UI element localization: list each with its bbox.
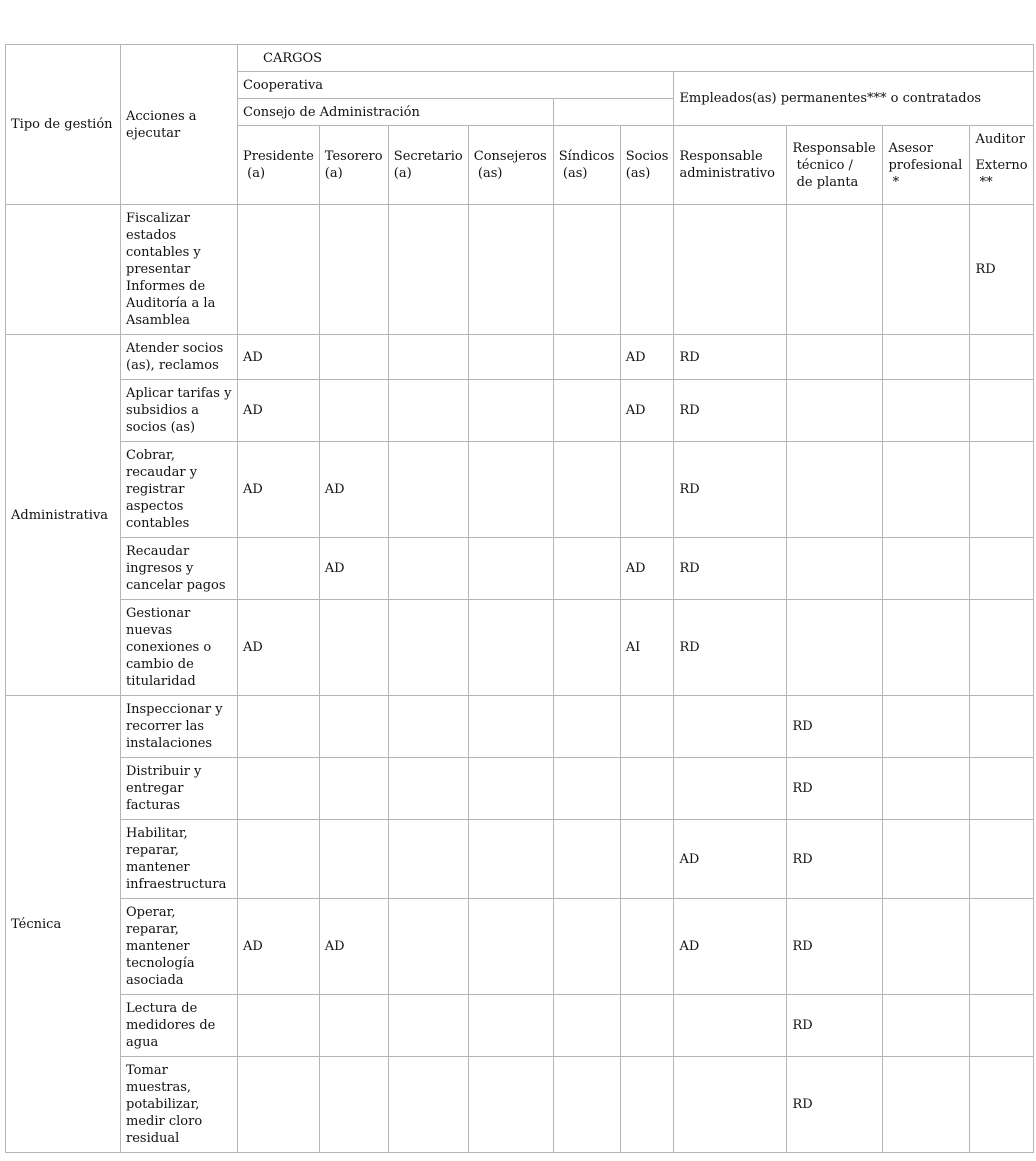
role-cell <box>553 600 620 696</box>
action-cell: Operar, reparar, mantener tecnología asociada <box>121 899 238 995</box>
header-acciones: Acciones a ejecutar <box>121 45 238 205</box>
action-cell: Inspeccionar y recorrer las instalaciones <box>121 696 238 758</box>
role-cell <box>883 600 970 696</box>
role-cell <box>674 758 787 820</box>
role-cell <box>620 820 674 899</box>
role-cell: AD <box>319 899 388 995</box>
role-cell <box>883 538 970 600</box>
role-cell <box>553 380 620 442</box>
role-cell <box>883 995 970 1057</box>
action-cell: Distribuir y entregar facturas <box>121 758 238 820</box>
role-cell <box>553 758 620 820</box>
role-cell <box>319 205 388 335</box>
header-empty <box>553 99 674 126</box>
role-cell <box>553 335 620 380</box>
action-cell: Atender socios (as), reclamos <box>121 335 238 380</box>
column-header <box>620 126 674 205</box>
column-header-line1: Presidente <box>243 149 314 164</box>
column-header-line1: Secretario <box>393 149 463 164</box>
role-cell: RD <box>787 899 883 995</box>
role-cell <box>883 696 970 758</box>
role-cell <box>553 899 620 995</box>
table-row <box>6 600 1034 696</box>
role-cell <box>468 1057 553 1153</box>
role-cell <box>674 1057 787 1153</box>
role-cell <box>319 696 388 758</box>
role-cell: RD <box>787 696 883 758</box>
role-cell <box>674 696 787 758</box>
role-cell <box>553 538 620 600</box>
header-cooperativa: Cooperativa <box>238 72 674 99</box>
role-cell <box>388 538 468 600</box>
role-cell: RD <box>674 442 787 538</box>
column-header-line2: administrativo <box>679 166 775 181</box>
role-cell <box>883 820 970 899</box>
role-cell <box>388 335 468 380</box>
role-cell <box>388 995 468 1057</box>
table-row <box>6 758 1034 820</box>
action-cell: Aplicar tarifas y subsidios a socios (as) <box>121 380 238 442</box>
role-cell <box>553 820 620 899</box>
role-cell <box>238 758 320 820</box>
column-header-line1: Responsable <box>679 149 763 164</box>
role-cell <box>468 758 553 820</box>
column-header <box>883 126 970 205</box>
role-cell <box>319 820 388 899</box>
column-header-line2: (a) <box>393 166 412 181</box>
role-cell <box>468 820 553 899</box>
role-cell: AD <box>238 442 320 538</box>
role-cell <box>970 335 1033 380</box>
role-cell: RD <box>674 600 787 696</box>
role-cell <box>620 442 674 538</box>
column-header-line1: Asesor <box>888 140 933 156</box>
role-cell <box>970 820 1033 899</box>
column-header <box>388 126 468 205</box>
role-cell <box>388 899 468 995</box>
role-cell <box>238 696 320 758</box>
role-cell <box>238 820 320 899</box>
role-cell <box>553 205 620 335</box>
column-header-line2: (as) <box>625 166 651 181</box>
action-cell: Gestionar nuevas conexiones o cambio de titularidad <box>121 600 238 696</box>
role-cell <box>468 205 553 335</box>
role-cell: AD <box>674 899 787 995</box>
role-cell <box>553 1057 620 1153</box>
role-cell: RD <box>787 820 883 899</box>
column-header-line3: ** <box>975 175 993 190</box>
action-cell: Cobrar, recaudar y registrar aspectos contables <box>121 442 238 538</box>
role-cell: AI <box>620 600 674 696</box>
role-cell <box>468 696 553 758</box>
column-header-line3: de planta <box>792 174 859 190</box>
role-cell <box>620 758 674 820</box>
column-header <box>468 126 553 205</box>
role-cell <box>468 538 553 600</box>
role-cell <box>883 899 970 995</box>
column-header-line1: Responsable <box>792 140 876 156</box>
column-header-line2: (a) <box>324 166 343 181</box>
role-cell <box>970 442 1033 538</box>
column-header-line2: (as) <box>558 166 588 181</box>
role-cell <box>319 758 388 820</box>
column-header-line2: técnico / <box>792 157 853 173</box>
column-header <box>674 126 787 205</box>
role-cell: AD <box>620 380 674 442</box>
role-cell <box>970 1057 1033 1153</box>
role-cell <box>787 205 883 335</box>
column-header-line2: (as) <box>473 166 503 181</box>
role-cell <box>468 600 553 696</box>
role-cell <box>319 1057 388 1153</box>
action-cell: Tomar muestras, potabilizar, medir cloro residual <box>121 1057 238 1153</box>
role-cell: AD <box>620 538 674 600</box>
table-row <box>6 995 1034 1057</box>
role-cell: AD <box>238 335 320 380</box>
role-cell <box>468 380 553 442</box>
column-header-line1: Consejeros <box>473 149 547 164</box>
table-row <box>6 538 1034 600</box>
role-cell <box>319 380 388 442</box>
role-cell: AD <box>319 442 388 538</box>
role-cell <box>553 696 620 758</box>
role-cell: RD <box>674 380 787 442</box>
role-cell <box>883 1057 970 1153</box>
role-cell <box>388 696 468 758</box>
role-cell <box>787 335 883 380</box>
action-cell: Recaudar ingresos y cancelar pagos <box>121 538 238 600</box>
role-cell <box>883 442 970 538</box>
table-row <box>6 442 1034 538</box>
role-cell <box>970 538 1033 600</box>
role-cell <box>787 380 883 442</box>
role-cell <box>553 995 620 1057</box>
roles-table <box>5 44 1034 1153</box>
role-cell <box>970 600 1033 696</box>
role-cell <box>620 995 674 1057</box>
column-header-line2: (a) <box>243 166 266 181</box>
column-header-line1: Auditor <box>975 132 1025 147</box>
role-cell: RD <box>674 538 787 600</box>
column-header <box>319 126 388 205</box>
role-cell: RD <box>787 995 883 1057</box>
role-cell: AD <box>238 899 320 995</box>
header-tipo-gestion: Tipo de gestión <box>6 45 121 205</box>
table-row <box>6 820 1034 899</box>
table-row <box>6 335 1034 380</box>
role-cell: AD <box>238 600 320 696</box>
role-cell <box>787 600 883 696</box>
role-cell: AD <box>620 335 674 380</box>
role-cell <box>787 442 883 538</box>
role-cell <box>883 758 970 820</box>
role-cell <box>883 380 970 442</box>
cargos-label: CARGOS <box>263 50 323 66</box>
table-row <box>6 1057 1034 1153</box>
action-cell: Fiscalizar estados contables y presentar Informes de Auditoría a la Asamblea <box>121 205 238 335</box>
column-header-line1: Síndicos <box>558 149 615 164</box>
role-cell <box>468 335 553 380</box>
role-cell <box>238 1057 320 1153</box>
role-cell <box>620 205 674 335</box>
role-cell <box>970 899 1033 995</box>
role-cell <box>620 696 674 758</box>
role-cell <box>388 442 468 538</box>
role-cell <box>883 205 970 335</box>
role-cell <box>238 995 320 1057</box>
role-cell: RD <box>970 205 1033 335</box>
role-cell <box>674 205 787 335</box>
table-row <box>6 380 1034 442</box>
header-empleados: Empleados(as) permanentes*** o contratados <box>674 72 1033 126</box>
role-cell <box>787 538 883 600</box>
group-administrativa: Administrativa <box>6 335 121 696</box>
role-cell <box>970 758 1033 820</box>
role-cell: AD <box>238 380 320 442</box>
column-header <box>787 126 883 205</box>
column-header <box>553 126 620 205</box>
column-header <box>970 126 1033 205</box>
action-cell: Habilitar, reparar, mantener infraestructura <box>121 820 238 899</box>
role-cell <box>388 600 468 696</box>
role-cell <box>674 995 787 1057</box>
table-row <box>6 899 1034 995</box>
role-cell <box>238 538 320 600</box>
role-cell <box>319 335 388 380</box>
role-cell <box>388 820 468 899</box>
role-cell <box>970 696 1033 758</box>
role-cell: RD <box>787 1057 883 1153</box>
column-header-line2: Externo <box>975 158 1028 173</box>
column-header-line3: * <box>888 174 900 190</box>
group-tecnica: Técnica <box>6 696 121 1153</box>
group-cell-empty <box>6 205 121 335</box>
role-cell <box>883 335 970 380</box>
role-cell <box>970 995 1033 1057</box>
role-cell <box>238 205 320 335</box>
role-cell <box>388 205 468 335</box>
role-cell <box>468 442 553 538</box>
column-header-line1: Tesorero <box>324 149 383 164</box>
table-row <box>6 696 1034 758</box>
role-cell <box>468 899 553 995</box>
role-cell <box>388 758 468 820</box>
role-cell <box>319 600 388 696</box>
header-consejo: Consejo de Administración <box>238 99 554 126</box>
column-header-line2: profesional <box>888 157 963 173</box>
table-row <box>6 205 1034 335</box>
role-cell <box>553 442 620 538</box>
role-cell <box>319 995 388 1057</box>
role-cell <box>970 380 1033 442</box>
column-header-line1: Socios <box>625 149 669 164</box>
role-cell: AD <box>319 538 388 600</box>
column-header <box>238 126 320 205</box>
role-cell <box>468 995 553 1057</box>
role-cell <box>388 1057 468 1153</box>
role-cell <box>620 1057 674 1153</box>
role-cell <box>620 899 674 995</box>
header-cargos <box>238 45 1034 72</box>
role-cell: AD <box>674 820 787 899</box>
role-cell: RD <box>787 758 883 820</box>
action-cell: Lectura de medidores de agua <box>121 995 238 1057</box>
role-cell <box>388 380 468 442</box>
role-cell: RD <box>674 335 787 380</box>
